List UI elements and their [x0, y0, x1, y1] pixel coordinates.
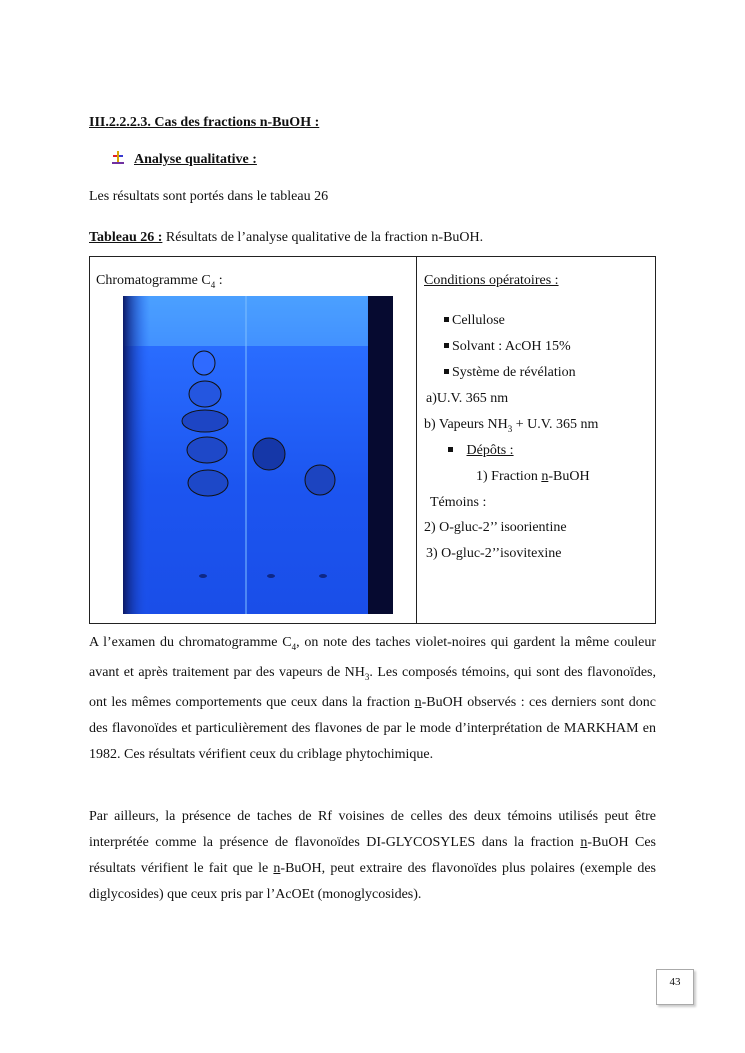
condition-solvant: Solvant : AcOH 15% [444, 339, 571, 355]
subheading [112, 149, 257, 168]
table-ref: Tableau 26 : [89, 230, 163, 245]
temoin-3: 3) O-gluc-2’’isovitexine [426, 546, 562, 561]
condition-vapeurs: b) Vapeurs $NH_3 + U.V$. 365 nm [424, 417, 599, 434]
results-table [89, 256, 656, 624]
bullet-square-icon [448, 447, 453, 452]
condition-cellulose: Cellulose [444, 313, 505, 329]
paragraph-2: Par ailleurs, la présence de taches de Rf voisines de celles des deux témoins utilisés peut être interprétée comme la présence de flavonoïdes DI-GLYCOSYLES dans la fraction n-BuOH Ces résultats vérifient le fait que le n-BuOH, peut extraire des flavonoïdes plus polaires (exemple des diglycosides) que ceux pris par l’AcOEt (monoglycosides). [89, 809, 657, 902]
condition-uv: a)U.V. 365 nm [426, 391, 509, 406]
chromatogram-label: Chromatogramme $C_4$ : [96, 273, 223, 290]
paragraph-1: A l’examen du chromatogramme $C_4$, on note des taches violet-noires qui gardent la même couleur avant et après traitement par des vapeurs de $NH_3$. Les composés témoins, qui sont des flavonoïdes, ont les mêmes comportements que ceux dans la fraction n-BuOH observés : ces derniers sont donc des flavonoïdes et particulièrement des flavones de par le mode d’interprétation de MARKHAM en 1982. Ces résultats vérifient ceux du criblage phytochimique. [89, 635, 656, 762]
intro-text: Les résultats sont portés dans le tableau 26 [89, 189, 329, 204]
subheading-label: Analyse qualitative : [134, 152, 257, 167]
bullet-square-icon [444, 317, 449, 322]
conditions-cell [417, 257, 656, 624]
chromatogram-cell [90, 257, 417, 624]
table-caption [89, 230, 483, 246]
bullet-square-icon [444, 369, 449, 374]
temoin-2: 2) O-gluc-2’’ isoorientine [424, 520, 567, 535]
bullet-flag-icon [112, 151, 124, 165]
chromatogram-image [123, 296, 393, 614]
condition-systeme: Système de révélation [444, 365, 576, 381]
section-heading: III.2.2.2.3. Cas des fractions n-BuOH : [89, 115, 320, 130]
condition-depots: Dépôts : [448, 443, 514, 459]
bullet-square-icon [444, 343, 449, 348]
caption-text: Résultats de l’analyse qualitative de la fraction n-BuOH. [162, 230, 484, 245]
page-number: 43 [656, 969, 694, 1005]
temoins-label: Témoins : [430, 495, 487, 510]
depot-fraction: 1) Fraction n-BuOH [476, 469, 590, 484]
conditions-title: Conditions opératoires : [424, 273, 559, 288]
